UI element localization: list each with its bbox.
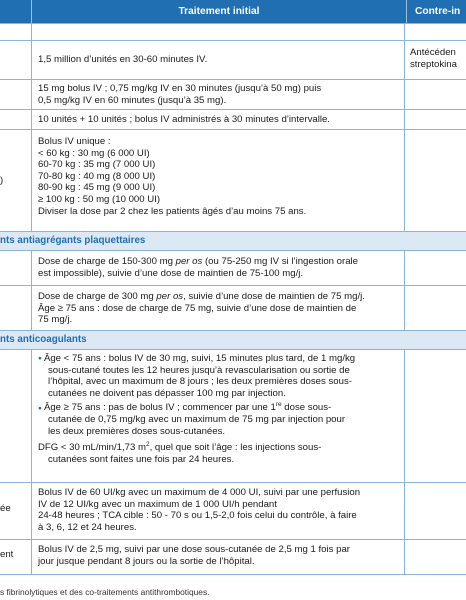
table-row — [0, 110, 466, 130]
table-row — [0, 251, 466, 286]
table-footnote: s fibrinolytiques et des co-traitements antithrombotiques. — [0, 587, 210, 597]
table-row — [0, 41, 466, 80]
table-header — [0, 0, 466, 24]
header-col-treatment: Traitement initial — [32, 0, 407, 23]
contra-cell — [406, 80, 466, 109]
table-row — [0, 24, 466, 41]
contra-cell — [406, 286, 466, 330]
contra-cell — [406, 251, 466, 285]
agent-cell — [0, 110, 32, 129]
section-antiplatelet: nts antiagrégants plaquettaires — [0, 232, 466, 251]
treatment-cell: 1,5 million d’unités en 30-60 minutes IV. — [32, 41, 405, 79]
header-col-contraindications: Contre-in — [415, 6, 461, 17]
agent-cell — [0, 80, 32, 109]
treatment-cell: 10 unités + 10 unités ; bolus IV administrés à 30 minutes d’intervalle. — [32, 110, 405, 129]
table-row — [0, 540, 466, 575]
agent-cell — [0, 41, 32, 79]
contra-cell — [406, 350, 466, 482]
section-anticoagulant: nts anticoagulants — [0, 331, 466, 350]
treatment-cell: Bolus IV de 60 UI/kg avec un maximum de 4 000 UI, suivi par une perfusion IV de 12 UI/kg avec un maximum de 1 000 UI/h pendant 24-48 heures ; TCA cible : 50 - 70 s ou 1,5-2,0 fois celui du contrôle, à faire à 3, 6, 12 et 24 heures. — [32, 483, 405, 539]
agent-cell — [0, 350, 32, 482]
treatment-cell: ● Âge < 75 ans : bolus IV de 30 mg, suivi, 15 minutes plus tard, de 1 mg/kg sous-cutané toutes les 12 heures jusqu’à revascularisation ou sortie de l’hôpital, avec un maximum de 8 jours ; les deux premières doses sous- cutanées ne doivent pas dépasser 100 mg par injection. ● Âge ≥ 75 ans : pas de bolus IV ; commencer par une 1re dose sous- cutanée de 0,75 mg/kg avec un maximum de 75 mg par injection pour les deux premières doses sous-cutanées. DFG < 30 mL/min/1,73 $m^2$, quel que soit l’âge : les injections sous- cutanées sont faites une fois par 24 heures. — [32, 350, 405, 482]
treatment-cell: Dose de charge de 150-300 mg per os (ou 75-250 mg IV si l’ingestion orale est impossible), suivie d’une dose de maintien de 75-100 mg/j. — [32, 251, 405, 285]
table-row — [0, 80, 466, 110]
treatment-cell: Dose de charge de 300 mg per os, suivie d’une dose de maintien de 75 mg/j. Âge ≥ 75 ans : dose de charge de 75 mg, suivie d’une dose de maintien de 75 mg/j. — [32, 286, 405, 330]
agent-cell: ée — [0, 483, 32, 539]
agent-cell — [0, 286, 32, 330]
treatment-cell: Bolus IV de 2,5 mg, suivi par une dose sous-cutanée de 2,5 mg 1 fois par jour jusque pendant 8 jours ou la sortie de l’hôpital. — [32, 540, 405, 574]
header-col-agent — [0, 0, 32, 23]
table-row — [0, 350, 466, 483]
table-row — [0, 130, 466, 232]
contra-cell — [406, 110, 466, 129]
agent-cell: ) — [0, 130, 32, 231]
contra-cell — [406, 540, 466, 574]
contra-cell: Antécéden streptokina — [410, 47, 457, 70]
table-row — [0, 286, 466, 331]
contra-cell — [406, 130, 466, 231]
agent-cell: ent — [0, 540, 32, 574]
treatment-cell: 15 mg bolus IV ; 0,75 mg/kg IV en 30 minutes (jusqu’à 50 mg) puis 0,5 mg/kg IV en 60 minutes (jusqu’à 35 mg). — [32, 80, 405, 109]
treatment-cell: Bolus IV unique : < 60 kg : 30 mg (6 000 UI) 60-70 kg : 35 mg (7 000 UI) 70-80 kg : 40 mg (8 000 UI) 80-90 kg : 45 mg (9 000 UI) ≥ 100 kg : 50 mg (10 000 UI) Diviser la dose par 2 chez les patients âgés d’au moins 75 ans. — [32, 130, 405, 231]
contra-cell — [406, 483, 466, 539]
table-row — [0, 483, 466, 540]
agent-cell — [0, 251, 32, 285]
